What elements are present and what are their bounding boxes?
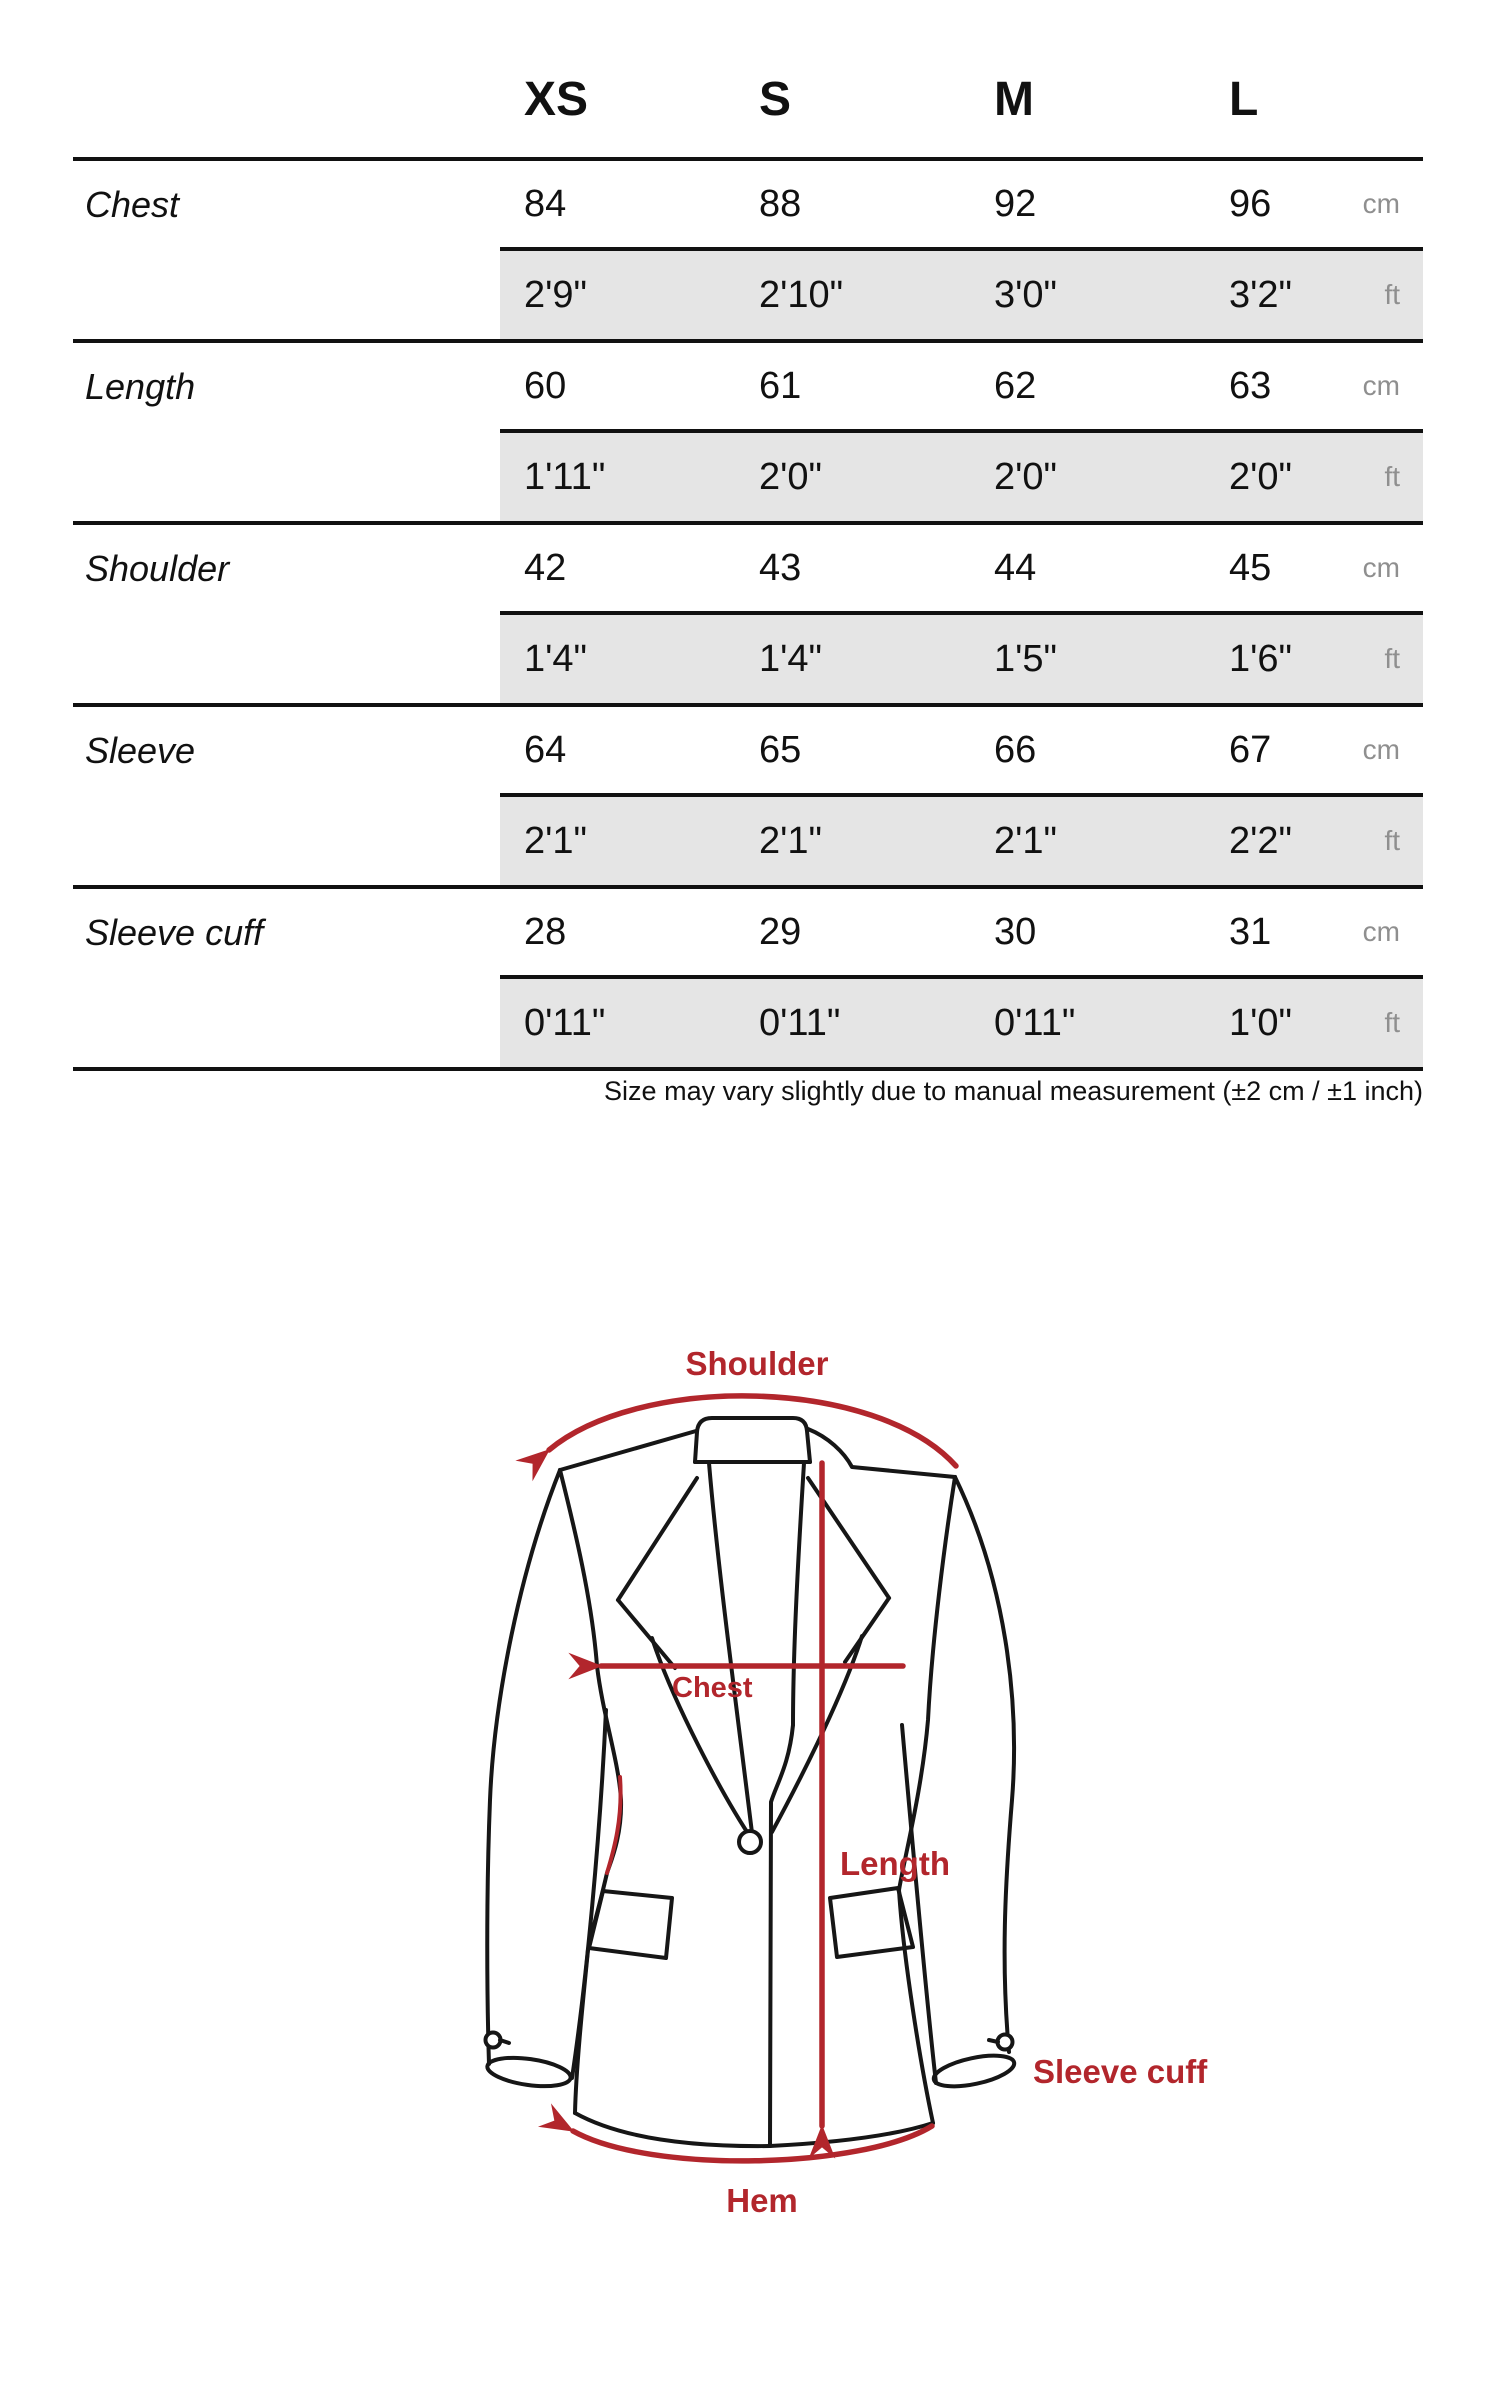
row-label: Shoulder — [73, 523, 500, 613]
left-cuff — [486, 2053, 573, 2090]
cell-ft: 2'1" — [970, 795, 1205, 887]
unit-ft: ft — [1320, 613, 1423, 705]
left-body-edge — [560, 1470, 621, 2113]
left-cuff-button-stitch — [500, 2040, 509, 2043]
cell-ft: 0'11" — [970, 977, 1205, 1069]
collar — [695, 1418, 810, 1462]
unit-ft: ft — [1320, 249, 1423, 341]
unit-ft: ft — [1320, 431, 1423, 523]
cell-ft: 3'0" — [970, 249, 1205, 341]
col-header-l: L — [1229, 73, 1259, 126]
cell-cm: 88 — [735, 159, 970, 249]
cell-ft: 1'4" — [735, 613, 970, 705]
cell-ft: 1'11" — [500, 431, 735, 523]
unit-cm: cm — [1320, 523, 1423, 613]
measurement-note: Size may vary slightly due to manual measurement (±2 cm / ±1 inch) — [604, 1076, 1423, 1106]
left-lapel-underside — [618, 1600, 675, 1668]
right-sleeve-outer — [955, 1477, 1014, 2052]
cell-cm: 45 — [1205, 523, 1320, 613]
cell-cm: 61 — [735, 341, 970, 431]
right-cuff — [931, 2050, 1017, 2092]
shoulder-label: Shoulder — [685, 1345, 829, 1382]
cell-cm: 63 — [1205, 341, 1320, 431]
cell-ft: 3'2" — [1205, 249, 1320, 341]
unit-cm: cm — [1320, 705, 1423, 795]
row-label: Length — [73, 341, 500, 431]
row-label: Chest — [73, 159, 500, 249]
cell-ft: 1'6" — [1205, 613, 1320, 705]
cell-cm: 28 — [500, 887, 735, 977]
cell-cm: 92 — [970, 159, 1205, 249]
col-header-xs: XS — [524, 73, 589, 126]
cell-ft: 2'9" — [500, 249, 735, 341]
cell-ft: 1'4" — [500, 613, 735, 705]
cell-ft: 1'0" — [1205, 977, 1320, 1069]
cell-cm: 31 — [1205, 887, 1320, 977]
cell-ft: 2'1" — [735, 795, 970, 887]
row-label: Sleeve cuff — [73, 887, 500, 977]
cell-ft: 2'0" — [970, 431, 1205, 523]
unit-cm: cm — [1320, 159, 1423, 249]
cell-cm: 62 — [970, 341, 1205, 431]
hem-label: Hem — [726, 2182, 798, 2219]
front-opening — [770, 1725, 793, 2146]
row-label: Sleeve — [73, 705, 500, 795]
sleeve-cuff-label: Sleeve cuff — [1033, 2053, 1208, 2090]
cell-cm: 44 — [970, 523, 1205, 613]
left-shoulder-seam — [560, 1431, 696, 1470]
front-button — [739, 1831, 761, 1853]
unit-cm: cm — [1320, 341, 1423, 431]
col-header-s: S — [759, 73, 792, 126]
cell-ft: 0'11" — [735, 977, 970, 1069]
cell-cm: 29 — [735, 887, 970, 977]
cell-cm: 96 — [1205, 159, 1320, 249]
cell-cm: 84 — [500, 159, 735, 249]
chest-label: Chest — [672, 1672, 753, 1704]
cell-cm: 60 — [500, 341, 735, 431]
cell-cm: 42 — [500, 523, 735, 613]
cell-cm: 65 — [735, 705, 970, 795]
cell-cm: 66 — [970, 705, 1205, 795]
cell-ft: 2'10" — [735, 249, 970, 341]
cell-ft: 2'0" — [735, 431, 970, 523]
cell-ft: 2'0" — [1205, 431, 1320, 523]
col-header-m: M — [994, 73, 1034, 126]
right-cuff-button-stitch — [989, 2040, 998, 2042]
cell-cm: 64 — [500, 705, 735, 795]
blazer-outline-drawing — [486, 1418, 1017, 2146]
unit-cm: cm — [1320, 887, 1423, 977]
left-lapel-gorge — [618, 1478, 697, 1600]
cell-ft: 2'2" — [1205, 795, 1320, 887]
cell-ft: 0'11" — [500, 977, 735, 1069]
unit-ft: ft — [1320, 977, 1423, 1069]
cell-ft: 2'1" — [500, 795, 735, 887]
left-sleeve-outer — [487, 1470, 560, 2064]
cell-cm: 67 — [1205, 705, 1320, 795]
left-pocket-flap — [589, 1891, 672, 1958]
measurement-annotations — [549, 1396, 956, 2161]
cell-ft: 1'5" — [970, 613, 1205, 705]
cell-cm: 43 — [735, 523, 970, 613]
right-roll-line — [793, 1463, 804, 1725]
cell-cm: 30 — [970, 887, 1205, 977]
right-lapel-underside — [845, 1598, 889, 1662]
left-roll-line — [709, 1463, 753, 1841]
right-shoulder-seam — [808, 1429, 955, 1477]
unit-ft: ft — [1320, 795, 1423, 887]
length-label: Length — [840, 1845, 950, 1882]
